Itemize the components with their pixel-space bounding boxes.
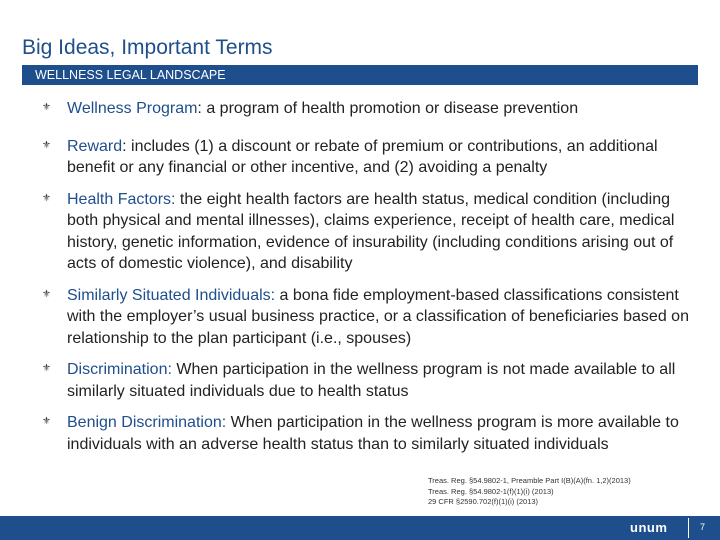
definition-text: When participation in the wellness program is more available to individuals with an adverse health status than to similarly situated individuals xyxy=(67,414,679,453)
term-label: Similarly Situated Individuals: xyxy=(67,286,276,304)
list-item xyxy=(42,412,702,455)
definition-text: When participation in the wellness program is not made available to all similarly situated individuals due to health status xyxy=(67,361,676,400)
fleur-bullet-icon: ⚜ xyxy=(42,416,51,427)
definition-text: the eight health factors are health status, medical condition (including both physical and mental illnesses), claims experience, receipt of health care, medical history, genetic information, evidence of insurability (including conditions arising out of acts of domestic violence), and disability xyxy=(67,190,675,272)
fleur-bullet-icon: ⚜ xyxy=(42,139,51,151)
term-label: Wellness Program xyxy=(67,100,198,117)
fleur-bullet-icon: ⚜ xyxy=(42,192,51,204)
term-separator: : xyxy=(197,100,202,117)
term-label: Health Factors: xyxy=(67,190,176,208)
fleur-bullet-icon: ⚜ xyxy=(42,288,51,300)
footer-bar xyxy=(0,516,720,540)
citation-line: 29 CFR §2590.702(f)(1)(i) (2013) xyxy=(428,497,539,506)
footer-divider xyxy=(688,518,689,538)
list-item xyxy=(42,189,702,275)
unum-logo: unum xyxy=(630,520,668,535)
slide-title: Big Ideas, Important Terms xyxy=(22,36,273,59)
term-label: Discrimination: xyxy=(67,361,172,378)
definition-text: a bona fide employment-based classifications consistent with the employer’s usual business practice, or a classification of beneficiaries based on relationship to the plan participant (i.e., spouses) xyxy=(67,286,689,347)
term-label: Reward xyxy=(67,137,123,155)
citations xyxy=(428,476,631,508)
definition-text: includes (1) a discount or rebate of premium or contributions, an additional benefit or any financial or other incentive, and (2) avoiding a penalty xyxy=(67,137,658,176)
list-item xyxy=(42,285,702,350)
term-label: Benign Discrimination: xyxy=(67,414,227,431)
page-number: 7 xyxy=(700,522,706,532)
list-item xyxy=(42,359,702,402)
citation-line: Treas. Reg. §54.9802-1(f)(1)(i) (2013) xyxy=(428,486,554,496)
fleur-bullet-icon: ⚜ xyxy=(42,102,51,113)
definitions-list xyxy=(42,98,702,455)
list-item xyxy=(42,98,702,120)
term-separator: : xyxy=(122,137,127,155)
fleur-bullet-icon: ⚜ xyxy=(42,363,51,374)
definition-text: a program of health promotion or disease prevention xyxy=(201,100,579,117)
citation-line: Treas. Reg. §54.9802-1, Preamble Part I(B)(A)(fn. 1,2)(2013) xyxy=(428,476,631,485)
section-banner: WELLNESS LEGAL LANDSCAPE xyxy=(22,65,698,85)
list-item xyxy=(42,136,702,179)
